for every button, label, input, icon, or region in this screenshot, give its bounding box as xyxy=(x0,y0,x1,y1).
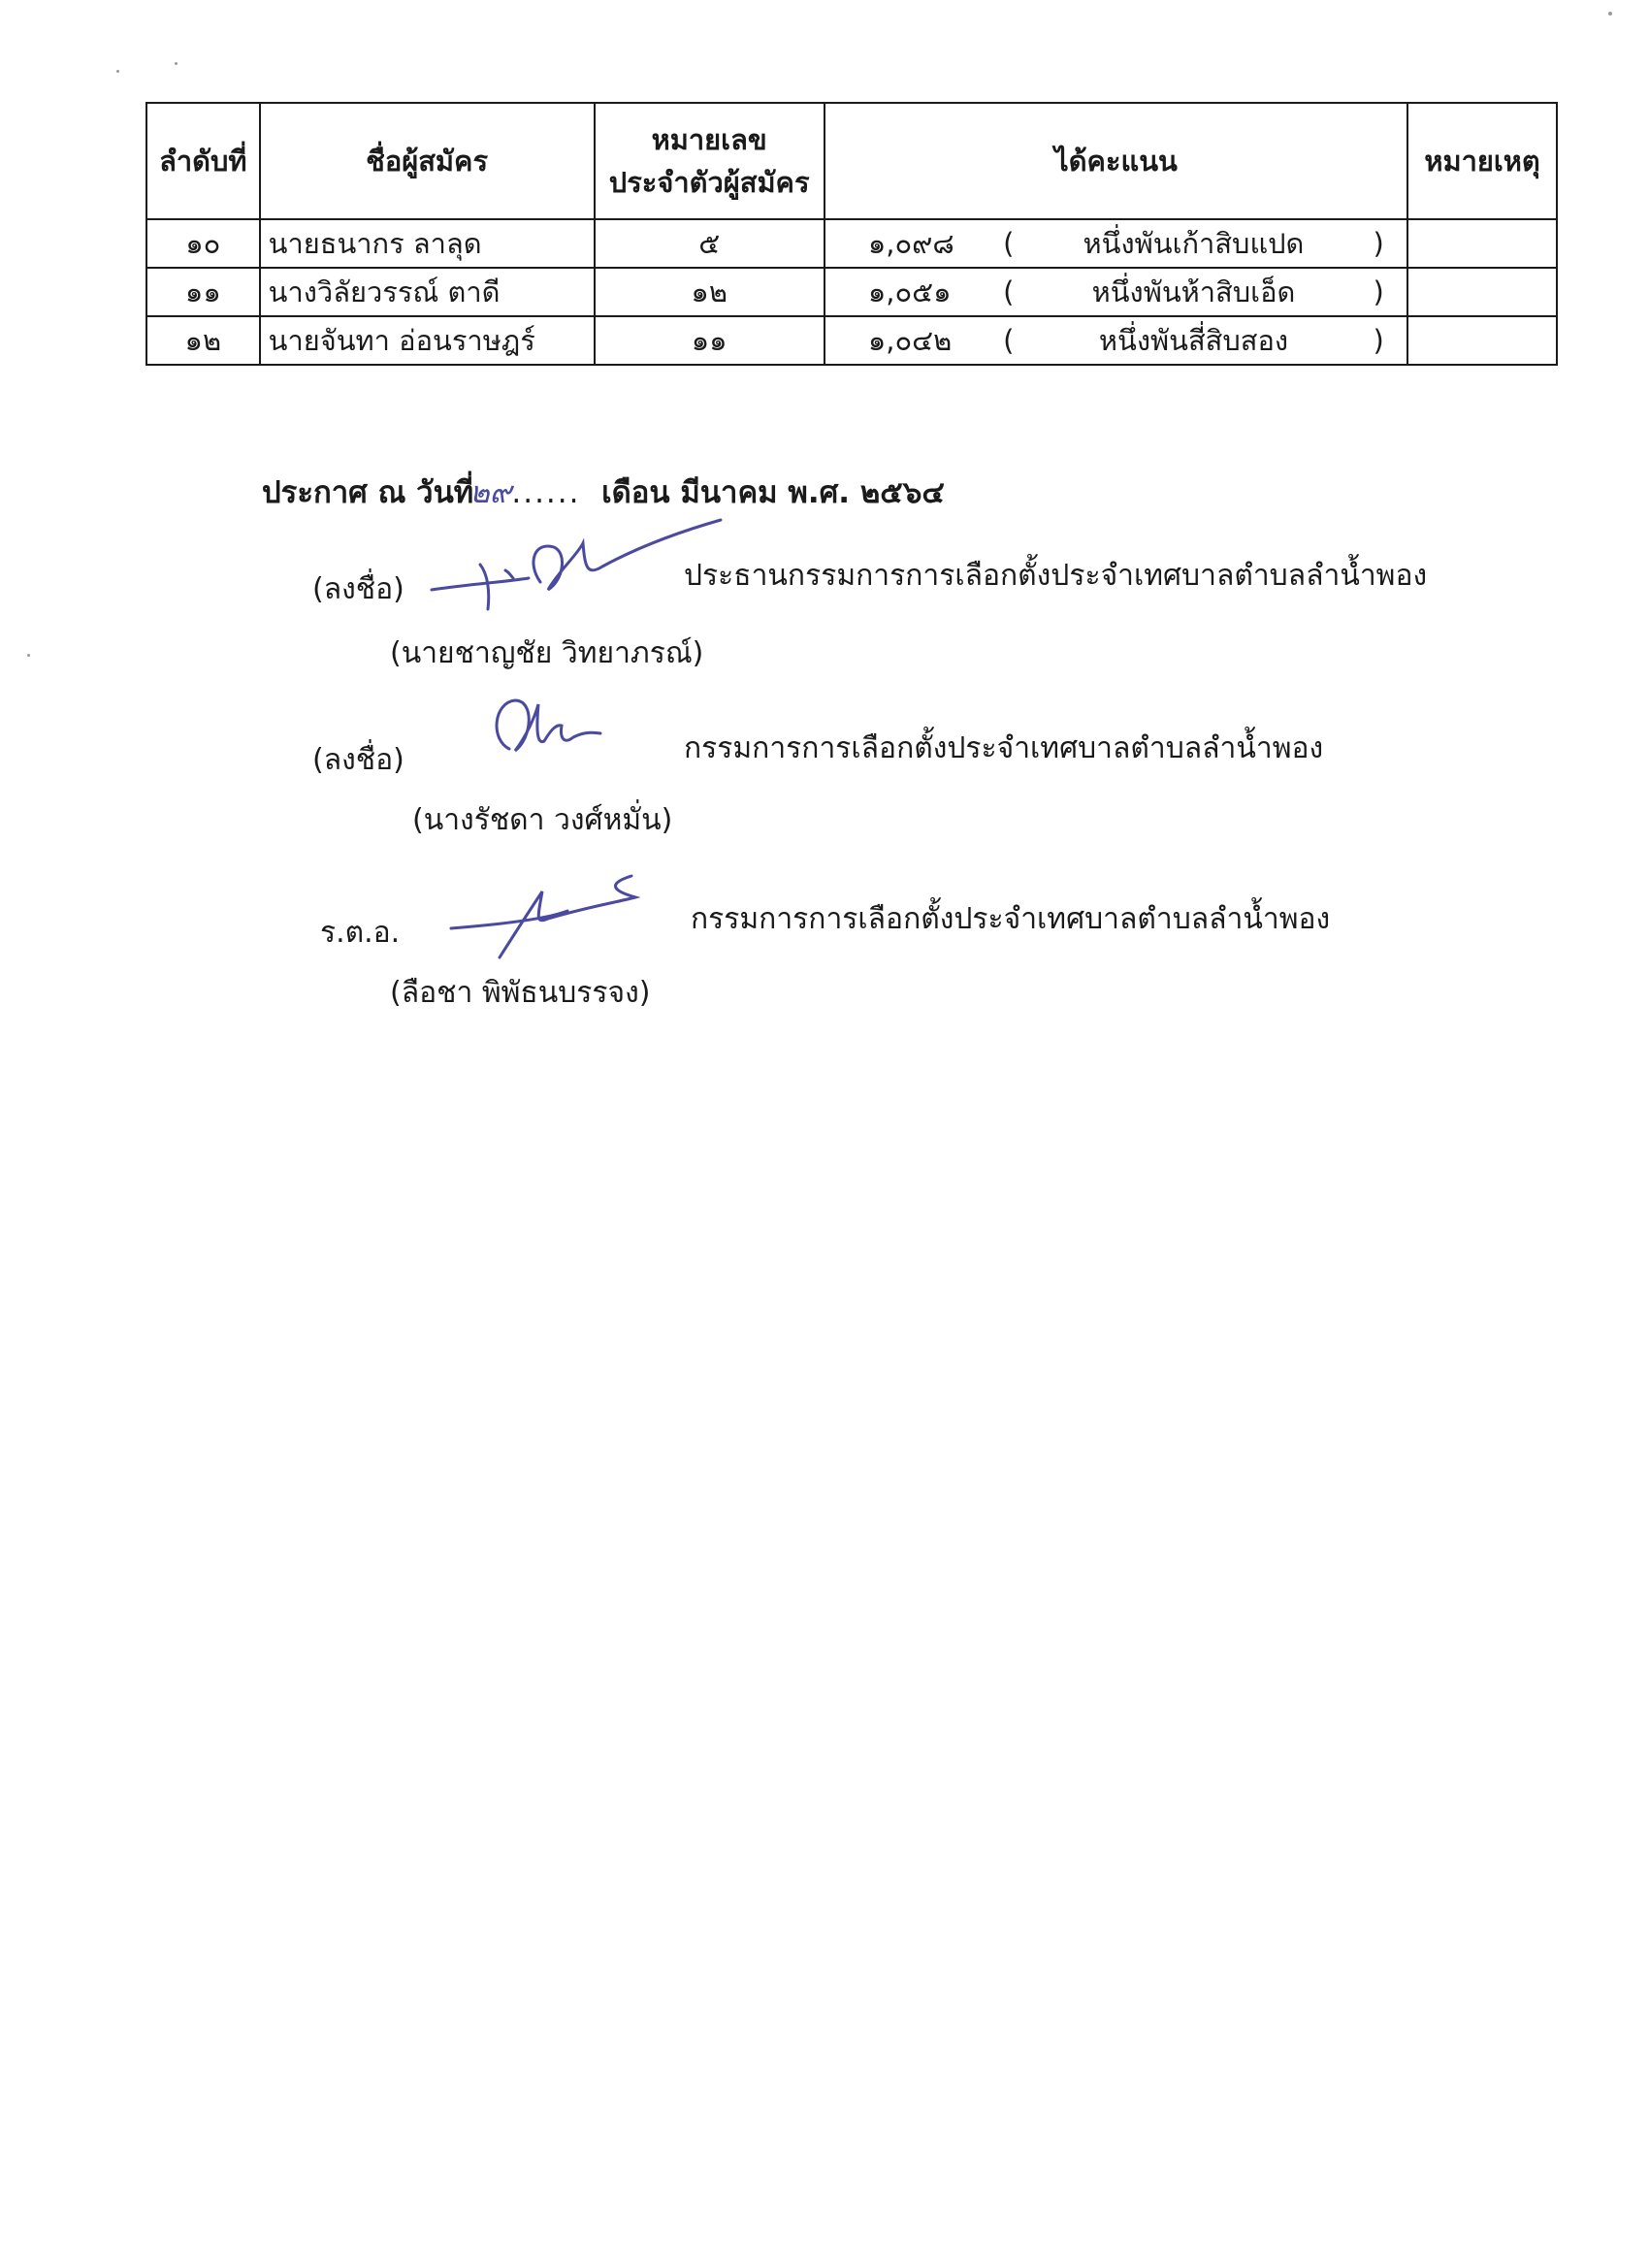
row-number: ๑๒ xyxy=(146,316,260,365)
scan-speck xyxy=(116,70,119,73)
header-number: ลำดับที่ xyxy=(146,103,260,219)
signature-prefix-2: (ลงชื่อ) xyxy=(312,743,404,777)
row-score xyxy=(824,219,1407,268)
row-number: ๑๑ xyxy=(146,268,260,316)
header-id-line1: หมายเลข xyxy=(651,123,767,156)
scan-speck xyxy=(175,62,178,65)
table-row xyxy=(146,268,1557,316)
row-note xyxy=(1407,316,1557,365)
header-id-line2: ประจำตัวผู้สมัคร xyxy=(608,166,810,199)
row-candidate-id: ๕ xyxy=(595,219,824,268)
signature-position-2: กรรมการการเลือกตั้งประจำเทศบาลตำบลลำน้ำพอง xyxy=(684,731,1324,765)
signature-member-1 xyxy=(480,689,616,776)
row-note xyxy=(1407,219,1557,268)
row-note xyxy=(1407,268,1557,316)
announcement-date-line xyxy=(262,468,945,516)
results-table xyxy=(146,102,1558,366)
signature-position-3: กรรมการการเลือกตั้งประจำเทศบาลตำบลลำน้ำพอง xyxy=(691,902,1331,936)
score-words: หนึ่งพันสี่สิบสอง xyxy=(1098,324,1289,357)
header-candidate-name: ชื่อผู้สมัคร xyxy=(260,103,595,219)
header-candidate-id xyxy=(595,103,824,219)
announcement-month-year: เดือน มีนาคม พ.ศ. ๒๕๖๔ xyxy=(601,475,945,510)
header-score: ได้คะแนน xyxy=(824,103,1407,219)
scan-speck xyxy=(1608,12,1612,16)
scan-speck xyxy=(27,654,30,657)
paren-close: ) xyxy=(1373,324,1384,357)
row-number: ๑๐ xyxy=(146,219,260,268)
score-words: หนึ่งพันเก้าสิบแปด xyxy=(1083,227,1305,260)
table-header-row xyxy=(146,103,1557,219)
paren-close: ) xyxy=(1373,227,1384,260)
signature-prefix-3: ร.ต.อ. xyxy=(320,916,401,950)
header-note: หมายเหตุ xyxy=(1407,103,1557,219)
score-number: ๑,๐๔๒ xyxy=(867,324,953,357)
paren-open: ( xyxy=(1003,324,1015,357)
paren-open: ( xyxy=(1003,227,1015,260)
signature-name-3: (ลือชา พิพัธนบรรจง) xyxy=(390,976,651,1010)
table-row xyxy=(146,316,1557,365)
announcement-prefix: ประกาศ ณ วันที่ xyxy=(262,475,474,510)
date-dots: ...... xyxy=(511,475,581,510)
signature-member-2 xyxy=(441,868,655,975)
signature-prefix-1: (ลงชื่อ) xyxy=(312,572,404,606)
handwritten-day: ๒๙ xyxy=(469,475,512,510)
row-candidate-id: ๑๑ xyxy=(595,316,824,365)
score-number: ๑,๐๙๘ xyxy=(867,227,954,260)
signature-name-2: (นางรัชดา วงศ์หมั่น) xyxy=(412,803,673,837)
signature-name-1: (นายชาญชัย วิทยาภรณ์) xyxy=(390,636,704,670)
signature-position-1: ประธานกรรมการการเลือกตั้งประจำเทศบาลตำบลลำน้ำพอง xyxy=(684,559,1428,593)
paren-close: ) xyxy=(1373,275,1384,308)
row-candidate-id: ๑๒ xyxy=(595,268,824,316)
score-number: ๑,๐๕๑ xyxy=(867,275,952,308)
row-candidate-name: นางวิลัยวรรณ์ ตาดี xyxy=(260,268,595,316)
row-candidate-name: นายจันทา อ่อนราษฎร์ xyxy=(260,316,595,365)
row-candidate-name: นายธนากร ลาลุด xyxy=(260,219,595,268)
row-score xyxy=(824,268,1407,316)
table-row xyxy=(146,219,1557,268)
paren-open: ( xyxy=(1003,275,1015,308)
row-score xyxy=(824,316,1407,365)
score-words: หนึ่งพันห้าสิบเอ็ด xyxy=(1091,275,1296,308)
